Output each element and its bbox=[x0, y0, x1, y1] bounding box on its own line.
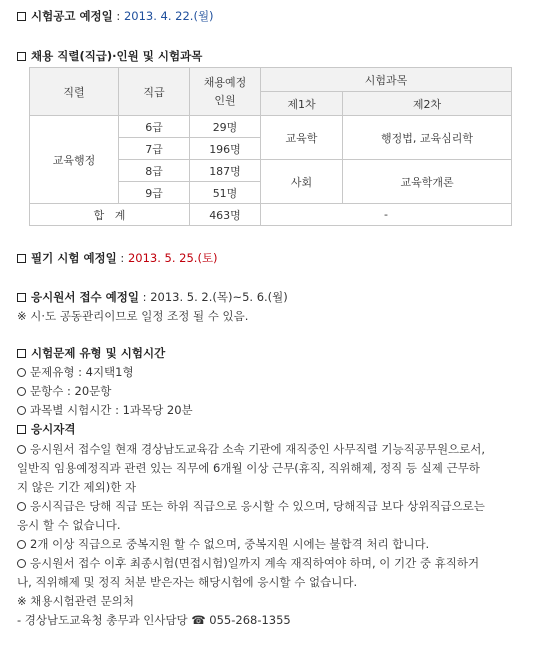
recruit-title: 채용 직렬(직급)·인원 및 시험과목 bbox=[31, 49, 203, 63]
total-label: 합 계 bbox=[30, 204, 190, 226]
grade-cell: 7급 bbox=[119, 138, 190, 160]
header-first: 제1차 bbox=[261, 92, 343, 116]
header-series: 직렬 bbox=[30, 68, 119, 116]
circle-bullet-icon bbox=[17, 559, 26, 568]
count-cell: 196명 bbox=[190, 138, 261, 160]
table-row bbox=[30, 116, 512, 138]
header-planned bbox=[190, 68, 261, 116]
list-item: 과목별 시험시간 : 1과목당 20분 bbox=[17, 402, 193, 418]
exam-notice-date: 2013. 4. 22.(월) bbox=[123, 9, 214, 23]
header-second: 제2차 bbox=[343, 92, 512, 116]
count-cell: 187명 bbox=[190, 160, 261, 182]
format-heading bbox=[17, 345, 165, 361]
header-grade: 직급 bbox=[119, 68, 190, 116]
written-exam-date: 2013. 5. 25.(토) bbox=[127, 251, 218, 265]
checkbox-square-icon bbox=[17, 52, 26, 61]
total-row bbox=[30, 204, 512, 226]
qual-line: 응시 할 수 없습니다. bbox=[17, 518, 121, 532]
qual-title: 응시자격 bbox=[31, 422, 76, 436]
qual-line: 일반직 임용예정직과 관련 있는 직무에 6개월 이상 근무(휴직, 직위해제, 정직 등 실제 근무하 bbox=[17, 461, 480, 475]
circle-bullet-icon bbox=[17, 387, 26, 396]
application-heading bbox=[17, 289, 288, 305]
application-title: 응시원서 접수 예정일 bbox=[31, 290, 139, 304]
contact-line: - 경상남도교육청 총무과 인사담당 ☎ 055-268-1355 bbox=[17, 613, 291, 627]
header-subjects: 시험과목 bbox=[261, 68, 512, 92]
checkbox-square-icon bbox=[17, 12, 26, 21]
circle-bullet-icon bbox=[17, 406, 26, 415]
list-item: 문항수 : 20문항 bbox=[17, 383, 111, 399]
qual-line: 응시직급은 당해 직급 또는 하위 직급으로 응시할 수 있으며, 당해직급 보다 상위직급으로는 bbox=[17, 498, 485, 514]
exam-notice-colon: : bbox=[112, 9, 124, 23]
first-subject-cell: 교육학 bbox=[261, 116, 343, 160]
format-title: 시험문제 유형 및 시험시간 bbox=[31, 346, 166, 360]
qual-line: 응시원서 접수일 현재 경상남도교육감 소속 기관에 재직중인 사무직렬 기능직공무원으로서, bbox=[17, 441, 485, 457]
checkbox-square-icon bbox=[17, 293, 26, 302]
qual-line: 지 않은 기간 제외)한 자 bbox=[17, 480, 137, 494]
grade-cell: 6급 bbox=[119, 116, 190, 138]
application-note: ※ 시·도 공동관리이므로 일정 조정 될 수 있음. bbox=[17, 309, 249, 323]
grade-cell: 8급 bbox=[119, 160, 190, 182]
circle-bullet-icon bbox=[17, 445, 26, 454]
exam-notice-title: 시험공고 예정일 bbox=[31, 9, 113, 23]
checkbox-square-icon bbox=[17, 349, 26, 358]
application-date: 2013. 5. 2.(목)~5. 6.(월) bbox=[150, 290, 288, 304]
grade-cell: 9급 bbox=[119, 182, 190, 204]
count-cell: 29명 bbox=[190, 116, 261, 138]
header-planned-line2: 인원 bbox=[214, 93, 236, 107]
checkbox-square-icon bbox=[17, 425, 26, 434]
circle-bullet-icon bbox=[17, 540, 26, 549]
qual-line: 응시원서 접수 이후 최종시험(면접시험)일까지 계속 재직하여야 하며, 이 기간 중 휴직하거 bbox=[17, 555, 479, 571]
written-exam-heading bbox=[17, 250, 218, 266]
qual-heading bbox=[17, 421, 75, 437]
total-count: 463명 bbox=[190, 204, 261, 226]
header-planned-line1: 채용예정 bbox=[203, 75, 247, 89]
count-cell: 51명 bbox=[190, 182, 261, 204]
second-subject-cell: 행정법, 교육심리학 bbox=[343, 116, 512, 160]
series-cell: 교육행정 bbox=[30, 116, 119, 204]
written-exam-colon: : bbox=[116, 251, 128, 265]
qual-line: 나, 직위해제 및 정직 처분 받은자는 해당시험에 응시할 수 없습니다. bbox=[17, 575, 358, 589]
exam-notice-heading bbox=[17, 8, 214, 24]
second-subject-cell: 교육학개론 bbox=[343, 160, 512, 204]
checkbox-square-icon bbox=[17, 254, 26, 263]
total-subjects: - bbox=[261, 204, 512, 226]
written-exam-title: 필기 시험 예정일 bbox=[31, 251, 117, 265]
recruitment-table bbox=[29, 67, 512, 226]
circle-bullet-icon bbox=[17, 368, 26, 377]
first-subject-cell: 사회 bbox=[261, 160, 343, 204]
list-item: 문제유형 : 4지택1형 bbox=[17, 364, 134, 380]
application-colon: : bbox=[139, 290, 151, 304]
recruit-heading bbox=[17, 48, 202, 64]
qual-line: 2개 이상 직급으로 중복지원 할 수 없으며, 중복지원 시에는 불합격 처리 합니다. bbox=[17, 536, 429, 552]
circle-bullet-icon bbox=[17, 502, 26, 511]
contact-heading: ※ 채용시험관련 문의처 bbox=[17, 594, 134, 608]
